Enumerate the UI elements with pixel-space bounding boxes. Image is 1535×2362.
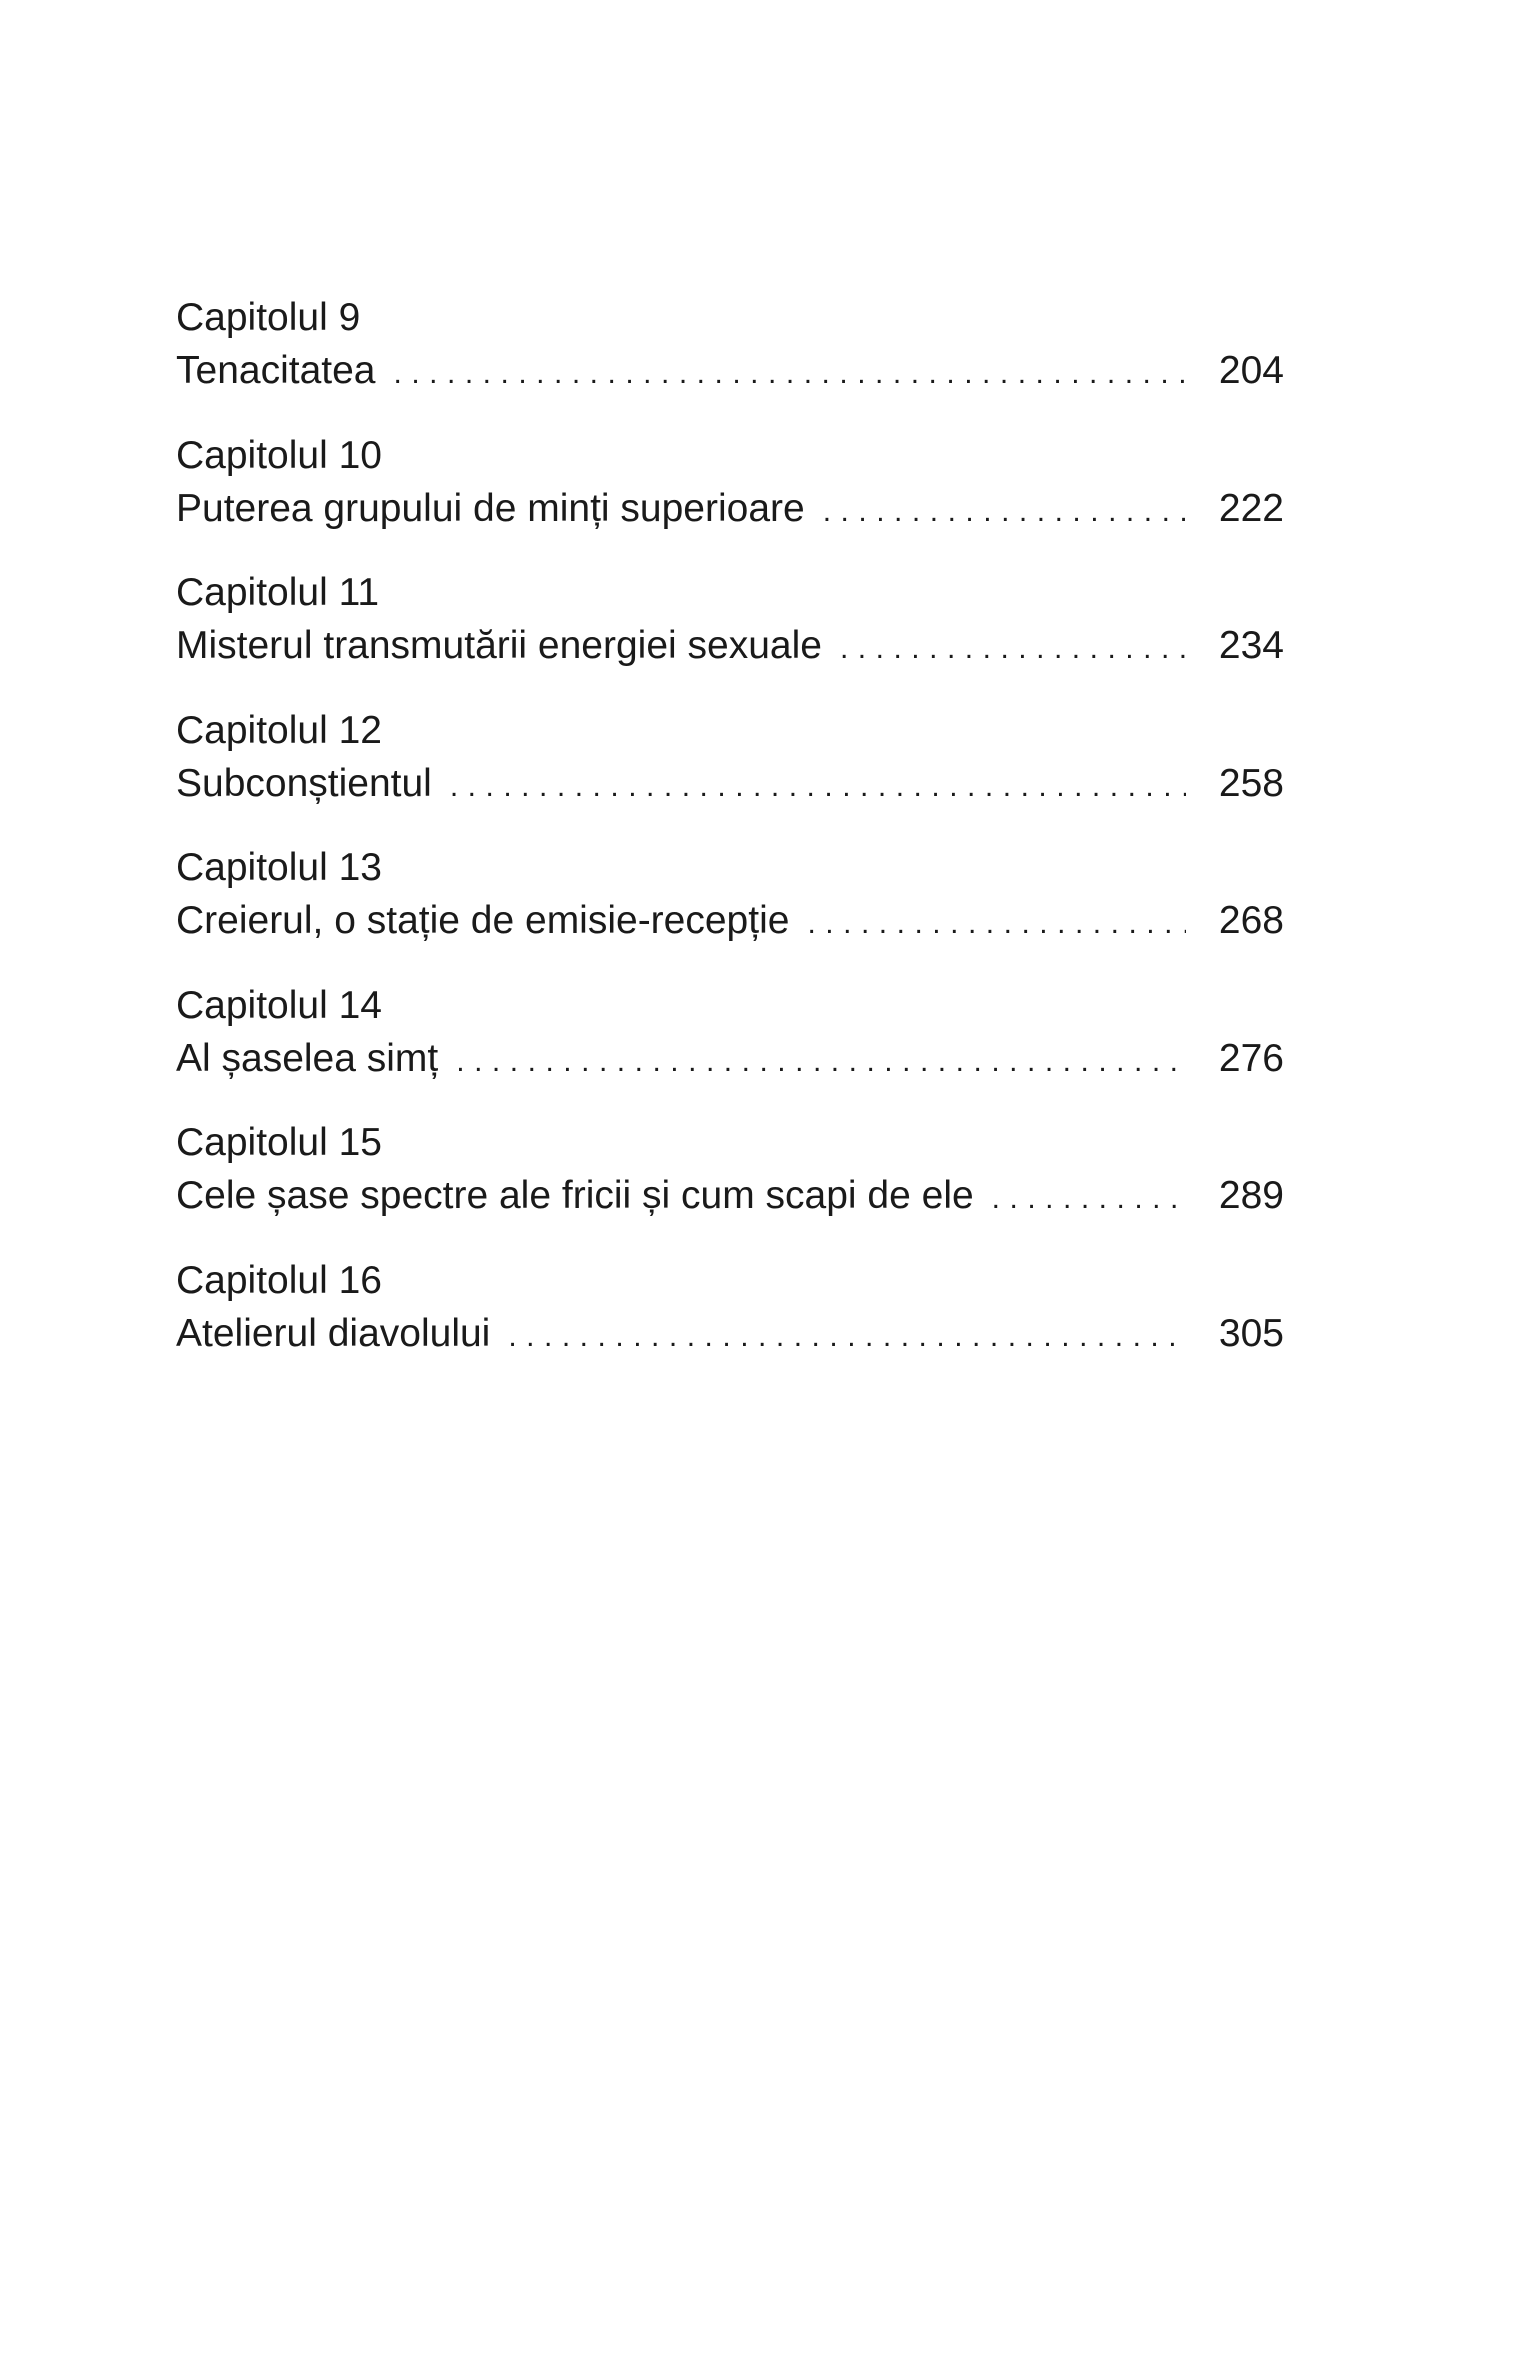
- chapter-title: Tenacitatea: [176, 349, 376, 392]
- toc-title-line[interactable]: [176, 1033, 1284, 1085]
- dot-leader: [450, 761, 1186, 813]
- toc-entry-chapter-16: [176, 1255, 1284, 1393]
- dot-leader: [508, 1311, 1186, 1363]
- chapter-title: Cele șase spectre ale fricii și cum scapi de ele: [176, 1174, 974, 1217]
- dot-leader: [393, 348, 1186, 400]
- page-number: 222: [1218, 486, 1284, 530]
- toc-title-line[interactable]: [176, 620, 1284, 672]
- page-number: 258: [1218, 761, 1284, 805]
- dot-leader: [992, 1173, 1186, 1225]
- toc-title-line[interactable]: [176, 1170, 1284, 1222]
- chapter-title: Subconștientul: [176, 761, 432, 805]
- chapter-label: Capitolul 9: [176, 296, 361, 339]
- table-of-contents: [176, 292, 1284, 1392]
- dot-leader: [840, 623, 1186, 675]
- chapter-label: Capitolul 15: [176, 1121, 382, 1164]
- chapter-title: Puterea grupului de minți superioare: [176, 486, 805, 530]
- chapter-title: Al șaselea simț: [176, 1036, 439, 1080]
- toc-title-line[interactable]: [176, 345, 1284, 397]
- chapter-label: Capitolul 16: [176, 1258, 382, 1302]
- chapter-label: Capitolul 11: [176, 571, 380, 614]
- toc-entry-chapter-15: [176, 1117, 1284, 1255]
- toc-entry-chapter-11: [176, 567, 1284, 705]
- chapter-label: Capitolul 12: [176, 708, 382, 752]
- toc-entry-chapter-12: [176, 705, 1284, 843]
- toc-title-line[interactable]: [176, 1308, 1284, 1360]
- dot-leader: [456, 1036, 1186, 1088]
- toc-entry-chapter-10: [176, 430, 1284, 568]
- toc-title-line[interactable]: [176, 895, 1284, 947]
- dot-leader: [823, 486, 1186, 538]
- toc-entry-chapter-9: [176, 292, 1284, 430]
- chapter-title: Creierul, o stație de emisie-recepție: [176, 899, 790, 942]
- chapter-label: Capitolul 14: [176, 983, 382, 1027]
- chapter-title: Misterul transmutării energiei sexuale: [176, 624, 822, 667]
- toc-entry-chapter-14: [176, 980, 1284, 1118]
- toc-title-line[interactable]: [176, 483, 1284, 535]
- toc-title-line[interactable]: [176, 758, 1284, 810]
- page-number: 276: [1218, 1036, 1284, 1080]
- page-number: 305: [1218, 1311, 1284, 1355]
- toc-entry-chapter-13: [176, 842, 1284, 980]
- page-number: 289: [1218, 1174, 1284, 1217]
- page-number: 204: [1218, 349, 1284, 392]
- chapter-label: Capitolul 13: [176, 846, 382, 889]
- chapter-title: Atelierul diavolului: [176, 1311, 491, 1355]
- dot-leader: [807, 898, 1186, 950]
- page-number: 234: [1218, 624, 1284, 667]
- chapter-label: Capitolul 10: [176, 433, 382, 477]
- page-number: 268: [1218, 899, 1284, 942]
